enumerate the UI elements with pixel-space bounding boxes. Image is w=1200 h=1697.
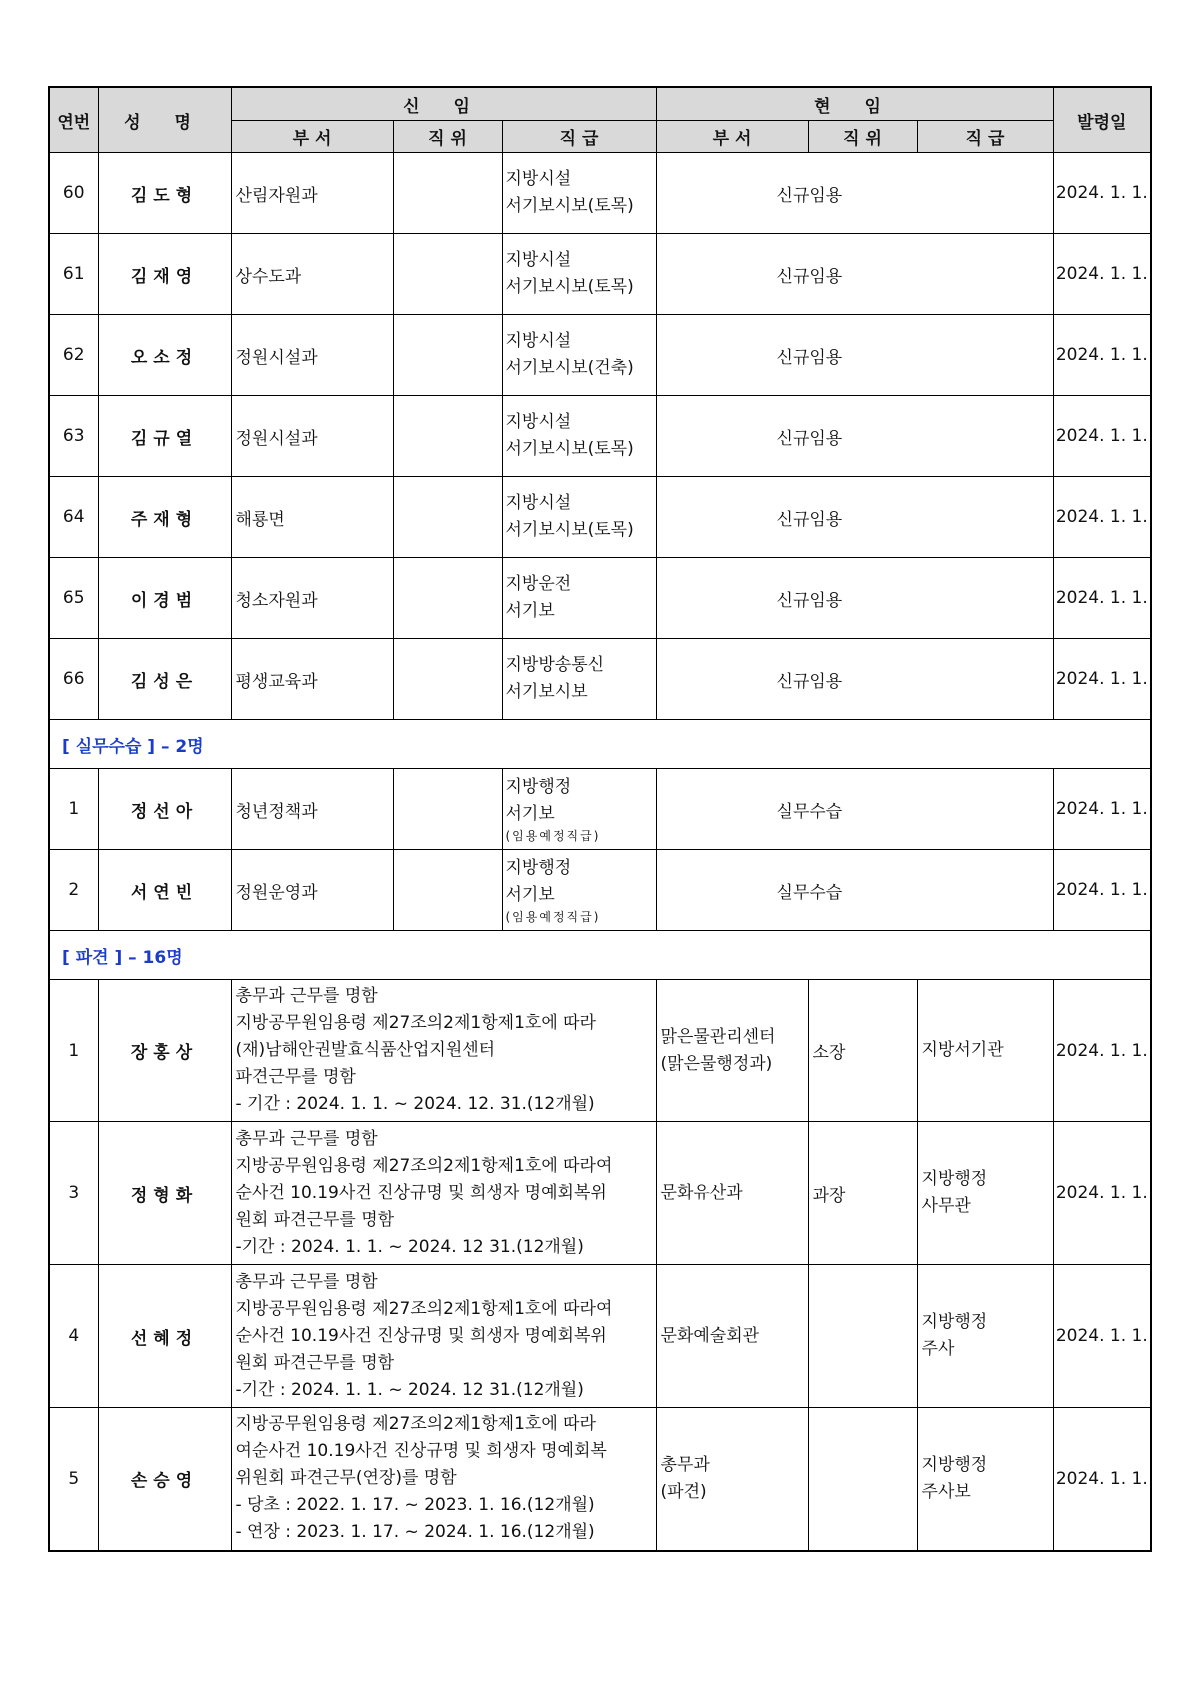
row-note: 총무과 근무를 명함 지방공무원임용령 제27조의2제1항제1호에 따라여 순사건 10.19사건 진상규명 및 희생자 명예회복위 원회 파견근무를 명함 -기간 : 2024. 1. 1. ~ 2024. 12 31.(12개월) <box>231 1265 656 1408</box>
row-position <box>393 396 502 477</box>
row-grade: 지방시설 서기보시보(건축) <box>502 315 656 396</box>
table-row <box>49 639 1151 720</box>
row-date: 2024. 1. 1. <box>1053 980 1151 1122</box>
row-dept: 산림자원과 <box>231 153 393 234</box>
table-row <box>49 558 1151 639</box>
row-date: 2024. 1. 1. <box>1053 558 1151 639</box>
table-row <box>49 477 1151 558</box>
row-dept: 상수도과 <box>231 234 393 315</box>
row-status: 신규임용 <box>656 558 1053 639</box>
group-new-header: 신 임 <box>231 87 656 121</box>
row-grade: 지방시설 서기보시보(토목) <box>502 234 656 315</box>
row-current-grade: 지방행정 주사 <box>917 1265 1053 1408</box>
row-current-position: 소장 <box>808 980 917 1122</box>
row-position <box>393 315 502 396</box>
row-grade: 지방시설 서기보시보(토목) <box>502 477 656 558</box>
row-date: 2024. 1. 1. <box>1053 477 1151 558</box>
row-status: 실무수습 <box>656 769 1053 850</box>
row-date: 2024. 1. 1. <box>1053 1122 1151 1265</box>
personnel-table <box>48 86 1152 1552</box>
row-note: 총무과 근무를 명함 지방공무원임용령 제27조의2제1항제1호에 따라여 순사건 10.19사건 진상규명 및 희생자 명예회복위 원회 파견근무를 명함 -기간 : 2024. 1. 1. ~ 2024. 12 31.(12개월) <box>231 1122 656 1265</box>
row-grade: 지방방송통신 서기보시보 <box>502 639 656 720</box>
row-dept: 정원운영과 <box>231 850 393 931</box>
row-date: 2024. 1. 1. <box>1053 769 1151 850</box>
col-dept-header: 부 서 <box>231 121 393 153</box>
row-name: 김도형 <box>98 153 231 234</box>
row-note: 지방공무원임용령 제27조의2제1항제1호에 따라 여순사건 10.19사건 진상규명 및 희생자 명예회복 위원회 파견근무(연장)를 명함 - 당초 : 2022. 1. 17. ~ 2023. 1. 16.(12개월) - 연장 : 2023. 1. 17. ~ 2024. 1. 16.(12개월) <box>231 1408 656 1551</box>
row-current-grade: 지방행정 주사보 <box>917 1408 1053 1551</box>
row-position <box>393 558 502 639</box>
row-status: 신규임용 <box>656 153 1053 234</box>
row-status: 신규임용 <box>656 396 1053 477</box>
row-status: 신규임용 <box>656 477 1053 558</box>
row-dept: 평생교육과 <box>231 639 393 720</box>
row-no: 2 <box>49 850 98 931</box>
row-date: 2024. 1. 1. <box>1053 315 1151 396</box>
row-current-dept: 총무과 (파견) <box>656 1408 808 1551</box>
row-no: 5 <box>49 1408 98 1551</box>
row-no: 66 <box>49 639 98 720</box>
row-dept: 청년정책과 <box>231 769 393 850</box>
row-name: 손승영 <box>98 1408 231 1551</box>
row-note: 총무과 근무를 명함 지방공무원임용령 제27조의2제1항제1호에 따라 (재)남해안권발효식품산업지원센터 파견근무를 명함 - 기간 : 2024. 1. 1. ~ 2024. 12. 31.(12개월) <box>231 980 656 1122</box>
table-row <box>49 1408 1151 1551</box>
row-no: 61 <box>49 234 98 315</box>
row-no: 4 <box>49 1265 98 1408</box>
row-no: 64 <box>49 477 98 558</box>
row-name: 장홍상 <box>98 980 231 1122</box>
row-no: 63 <box>49 396 98 477</box>
row-grade: 지방시설 서기보시보(토목) <box>502 396 656 477</box>
table-row <box>49 980 1151 1122</box>
row-grade: 지방시설 서기보시보(토목) <box>502 153 656 234</box>
table-row <box>49 153 1151 234</box>
row-grade: 지방행정 서기보 (임용예정직급) <box>502 769 656 850</box>
row-position <box>393 234 502 315</box>
row-position <box>393 477 502 558</box>
col-name-header: 성 명 <box>98 87 231 153</box>
section-row <box>49 931 1151 980</box>
row-name: 오소정 <box>98 315 231 396</box>
row-current-grade: 지방서기관 <box>917 980 1053 1122</box>
row-current-grade: 지방행정 사무관 <box>917 1122 1053 1265</box>
row-date: 2024. 1. 1. <box>1053 396 1151 477</box>
row-date: 2024. 1. 1. <box>1053 1408 1151 1551</box>
row-name: 정형화 <box>98 1122 231 1265</box>
table-row <box>49 396 1151 477</box>
row-no: 62 <box>49 315 98 396</box>
row-current-position <box>808 1265 917 1408</box>
row-no: 60 <box>49 153 98 234</box>
row-name: 서연빈 <box>98 850 231 931</box>
row-grade: 지방운전 서기보 <box>502 558 656 639</box>
row-date: 2024. 1. 1. <box>1053 639 1151 720</box>
row-dept: 해룡면 <box>231 477 393 558</box>
col-position2-header: 직 위 <box>808 121 917 153</box>
col-grade2-header: 직 급 <box>917 121 1053 153</box>
row-date: 2024. 1. 1. <box>1053 1265 1151 1408</box>
col-no-header: 연번 <box>49 87 98 153</box>
row-no: 1 <box>49 769 98 850</box>
row-date: 2024. 1. 1. <box>1053 850 1151 931</box>
row-grade: 지방행정 서기보 (임용예정직급) <box>502 850 656 931</box>
section-practice-label: [ 실무수습 ] – 2명 <box>49 720 1151 769</box>
row-name: 정선아 <box>98 769 231 850</box>
row-status: 신규임용 <box>656 315 1053 396</box>
row-current-dept: 문화예술회관 <box>656 1265 808 1408</box>
row-no: 65 <box>49 558 98 639</box>
row-name: 김규열 <box>98 396 231 477</box>
row-status: 신규임용 <box>656 234 1053 315</box>
row-dept: 청소자원과 <box>231 558 393 639</box>
row-position <box>393 769 502 850</box>
row-current-position: 과장 <box>808 1122 917 1265</box>
row-name: 선혜정 <box>98 1265 231 1408</box>
row-current-dept: 문화유산과 <box>656 1122 808 1265</box>
row-position <box>393 850 502 931</box>
row-no: 3 <box>49 1122 98 1265</box>
row-dept: 정원시설과 <box>231 396 393 477</box>
group-current-header: 현 임 <box>656 87 1053 121</box>
col-date-header: 발령일 <box>1053 87 1151 153</box>
section-dispatch-label: [ 파견 ] – 16명 <box>49 931 1151 980</box>
row-date: 2024. 1. 1. <box>1053 153 1151 234</box>
row-status: 실무수습 <box>656 850 1053 931</box>
row-position <box>393 639 502 720</box>
row-current-dept: 맑은물관리센터 (맑은물행정과) <box>656 980 808 1122</box>
col-position-header: 직 위 <box>393 121 502 153</box>
table-row <box>49 769 1151 850</box>
row-status: 신규임용 <box>656 639 1053 720</box>
row-name: 김성은 <box>98 639 231 720</box>
row-name: 김재영 <box>98 234 231 315</box>
row-date: 2024. 1. 1. <box>1053 234 1151 315</box>
section-row <box>49 720 1151 769</box>
table-row <box>49 1265 1151 1408</box>
row-no: 1 <box>49 980 98 1122</box>
row-position <box>393 153 502 234</box>
row-current-position <box>808 1408 917 1551</box>
col-grade-header: 직 급 <box>502 121 656 153</box>
col-dept2-header: 부 서 <box>656 121 808 153</box>
row-name: 이경범 <box>98 558 231 639</box>
table-row <box>49 850 1151 931</box>
row-name: 주재형 <box>98 477 231 558</box>
table-row <box>49 234 1151 315</box>
table-row <box>49 1122 1151 1265</box>
table-row <box>49 315 1151 396</box>
row-dept: 정원시설과 <box>231 315 393 396</box>
